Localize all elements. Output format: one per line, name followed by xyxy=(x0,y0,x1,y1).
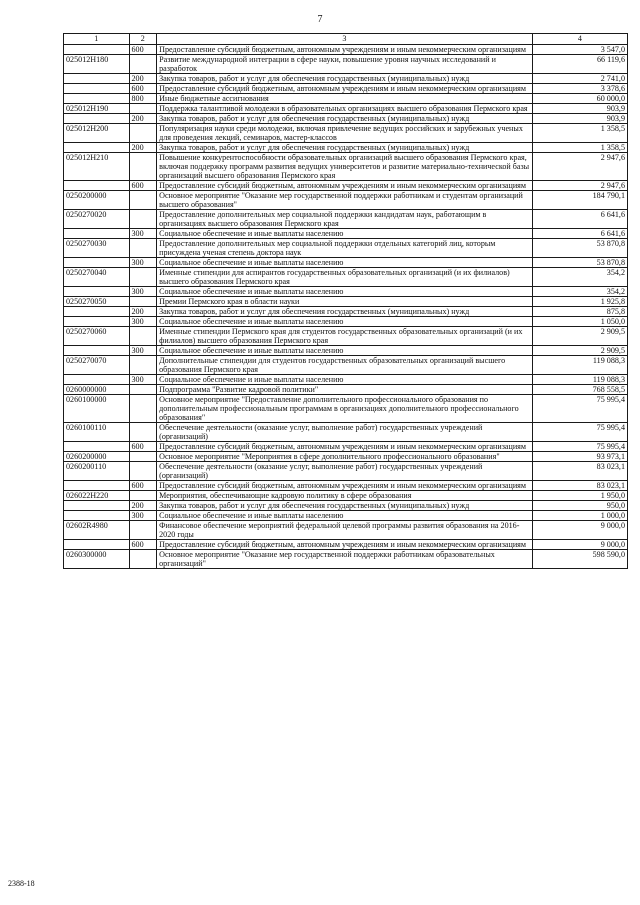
row-expense-type-cell xyxy=(129,153,157,181)
row-code-cell: 026022Н220 xyxy=(64,491,130,501)
row-amount-cell: 598 590,0 xyxy=(532,550,627,569)
table-row xyxy=(64,346,628,356)
row-amount-cell: 184 790,1 xyxy=(532,191,627,210)
table-row xyxy=(64,74,628,84)
table-row xyxy=(64,385,628,395)
table-row xyxy=(64,114,628,124)
table-row xyxy=(64,317,628,327)
row-expense-type-cell xyxy=(129,268,157,287)
row-code-cell: 02602R4980 xyxy=(64,521,130,540)
row-code-cell: 0260200000 xyxy=(64,452,130,462)
row-code-cell: 0250200000 xyxy=(64,191,130,210)
row-description-cell: Предоставление субсидий бюджетным, автономным учреждениям и иным некоммерческим организациям xyxy=(157,84,533,94)
row-code-cell: 025012Н180 xyxy=(64,55,130,74)
row-amount-cell: 53 870,8 xyxy=(532,258,627,268)
row-code-cell xyxy=(64,74,130,84)
row-expense-type-cell xyxy=(129,385,157,395)
row-description-cell: Предоставление субсидий бюджетным, автономным учреждениям и иным некоммерческим организациям xyxy=(157,45,533,55)
row-code-cell xyxy=(64,229,130,239)
table-row xyxy=(64,442,628,452)
header-col-2: 2 xyxy=(129,34,157,45)
row-expense-type-cell xyxy=(129,327,157,346)
row-code-cell: 0260200110 xyxy=(64,462,130,481)
row-code-cell xyxy=(64,540,130,550)
row-description-cell: Повышение конкурентоспособности образовательных организаций высшего образования Пермского края, включая поддержку программ развития ведущих университетов и развитие материально-технической базы организаций высшего образования Пермского края xyxy=(157,153,533,181)
row-expense-type-cell xyxy=(129,452,157,462)
document-code: 2388-18 xyxy=(8,879,35,888)
row-code-cell: 025012Н190 xyxy=(64,104,130,114)
row-expense-type-cell: 600 xyxy=(129,45,157,55)
row-code-cell: 0250270070 xyxy=(64,356,130,375)
row-code-cell: 0250270060 xyxy=(64,327,130,346)
table-row xyxy=(64,375,628,385)
header-col-3: 3 xyxy=(157,34,533,45)
row-code-cell xyxy=(64,501,130,511)
row-amount-cell: 75 995,4 xyxy=(532,395,627,423)
row-amount-cell: 1 950,0 xyxy=(532,491,627,501)
table-row xyxy=(64,124,628,143)
row-amount-cell: 3 547,0 xyxy=(532,45,627,55)
row-description-cell: Предоставление субсидий бюджетным, автономным учреждениям и иным некоммерческим организациям xyxy=(157,481,533,491)
row-description-cell: Премии Пермского края в области науки xyxy=(157,297,533,307)
row-description-cell: Социальное обеспечение и иные выплаты населению xyxy=(157,375,533,385)
row-description-cell: Закупка товаров, работ и услуг для обеспечения государственных (муниципальных) нужд xyxy=(157,143,533,153)
row-code-cell: 0250270040 xyxy=(64,268,130,287)
row-expense-type-cell: 300 xyxy=(129,258,157,268)
row-amount-cell: 9 000,0 xyxy=(532,540,627,550)
row-description-cell: Финансовое обеспечение мероприятий федеральной целевой программы развития образования на 2016-2020 годы xyxy=(157,521,533,540)
row-amount-cell: 1 358,5 xyxy=(532,143,627,153)
row-code-cell: 025012Н210 xyxy=(64,153,130,181)
table-row xyxy=(64,356,628,375)
row-description-cell: Мероприятия, обеспечивающие кадровую политику в сфере образования xyxy=(157,491,533,501)
table-row xyxy=(64,258,628,268)
page-number: 7 xyxy=(317,14,323,25)
table-row xyxy=(64,540,628,550)
header-col-1: 1 xyxy=(64,34,130,45)
row-amount-cell: 1 000,0 xyxy=(532,511,627,521)
row-code-cell: 0250270020 xyxy=(64,210,130,229)
row-description-cell: Основное мероприятие "Предоставление дополнительного профессионального образования по дополнительным профессиональным программам в организациях дополнительного профессионального образования" xyxy=(157,395,533,423)
row-expense-type-cell: 200 xyxy=(129,143,157,153)
row-code-cell: 0260000000 xyxy=(64,385,130,395)
row-expense-type-cell: 600 xyxy=(129,181,157,191)
row-amount-cell: 53 870,8 xyxy=(532,239,627,258)
table-row xyxy=(64,327,628,346)
row-description-cell: Иные бюджетные ассигнования xyxy=(157,94,533,104)
row-amount-cell: 1 925,8 xyxy=(532,297,627,307)
row-amount-cell: 354,2 xyxy=(532,268,627,287)
row-expense-type-cell xyxy=(129,462,157,481)
row-amount-cell: 75 995,4 xyxy=(532,423,627,442)
table-row xyxy=(64,45,628,55)
row-description-cell: Основное мероприятие "Мероприятия в сфере дополнительного профессионального образования" xyxy=(157,452,533,462)
row-amount-cell: 6 641,6 xyxy=(532,210,627,229)
row-code-cell xyxy=(64,307,130,317)
row-description-cell: Закупка товаров, работ и услуг для обеспечения государственных (муниципальных) нужд xyxy=(157,74,533,84)
row-code-cell xyxy=(64,346,130,356)
row-expense-type-cell: 200 xyxy=(129,114,157,124)
row-code-cell xyxy=(64,258,130,268)
row-expense-type-cell: 300 xyxy=(129,229,157,239)
row-expense-type-cell xyxy=(129,550,157,569)
row-description-cell: Дополнительные стипендии для студентов государственных образовательных организаций высшего образования Пермского края xyxy=(157,356,533,375)
row-amount-cell: 83 023,1 xyxy=(532,481,627,491)
row-code-cell xyxy=(64,181,130,191)
row-description-cell: Предоставление субсидий бюджетным, автономным учреждениям и иным некоммерческим организациям xyxy=(157,181,533,191)
row-code-cell xyxy=(64,143,130,153)
row-expense-type-cell: 300 xyxy=(129,511,157,521)
row-description-cell: Обеспечение деятельности (оказание услуг, выполнение работ) государственных учреждений (организаций) xyxy=(157,462,533,481)
row-amount-cell: 2 909,5 xyxy=(532,346,627,356)
table-row xyxy=(64,395,628,423)
row-expense-type-cell: 600 xyxy=(129,84,157,94)
row-description-cell: Социальное обеспечение и иные выплаты населению xyxy=(157,511,533,521)
row-code-cell: 0250270050 xyxy=(64,297,130,307)
table-row xyxy=(64,501,628,511)
row-amount-cell: 75 995,4 xyxy=(532,442,627,452)
row-amount-cell: 768 558,5 xyxy=(532,385,627,395)
row-amount-cell: 93 973,1 xyxy=(532,452,627,462)
table-row xyxy=(64,104,628,114)
table-row xyxy=(64,94,628,104)
row-code-cell: 0260100000 xyxy=(64,395,130,423)
table-row xyxy=(64,491,628,501)
budget-table xyxy=(63,33,628,569)
row-description-cell: Закупка товаров, работ и услуг для обеспечения государственных (муниципальных) нужд xyxy=(157,501,533,511)
row-description-cell: Обеспечение деятельности (оказание услуг, выполнение работ) государственных учреждений (организаций) xyxy=(157,423,533,442)
row-description-cell: Развитие международной интеграции в сфере науки, повышение уровня научных исследований и разработок xyxy=(157,55,533,74)
row-description-cell: Именные стипендии для аспирантов государственных образовательных организаций (и их филиалов) высшего образования Пермского края xyxy=(157,268,533,287)
row-code-cell xyxy=(64,511,130,521)
table-row xyxy=(64,239,628,258)
table-row xyxy=(64,511,628,521)
row-expense-type-cell xyxy=(129,395,157,423)
row-expense-type-cell xyxy=(129,521,157,540)
row-amount-cell: 119 088,3 xyxy=(532,356,627,375)
row-description-cell: Основное мероприятие "Оказание мер государственной поддержки работникам и студентам организаций высшего образования" xyxy=(157,191,533,210)
row-code-cell xyxy=(64,84,130,94)
row-amount-cell: 2 741,0 xyxy=(532,74,627,84)
row-code-cell: 025012Н200 xyxy=(64,124,130,143)
table-row xyxy=(64,550,628,569)
row-expense-type-cell xyxy=(129,297,157,307)
table-row xyxy=(64,84,628,94)
table-row xyxy=(64,481,628,491)
row-amount-cell: 950,0 xyxy=(532,501,627,511)
row-expense-type-cell: 600 xyxy=(129,540,157,550)
row-code-cell xyxy=(64,442,130,452)
row-expense-type-cell xyxy=(129,104,157,114)
row-amount-cell: 2 947,6 xyxy=(532,181,627,191)
row-amount-cell: 66 119,6 xyxy=(532,55,627,74)
row-description-cell: Именные стипендии Пермского края для студентов государственных образовательных организаций (и их филиалов) высшего образования Пермского края xyxy=(157,327,533,346)
row-amount-cell: 83 023,1 xyxy=(532,462,627,481)
row-description-cell: Предоставление субсидий бюджетным, автономным учреждениям и иным некоммерческим организациям xyxy=(157,442,533,452)
row-code-cell xyxy=(64,114,130,124)
row-code-cell: 0260100110 xyxy=(64,423,130,442)
row-amount-cell: 903,9 xyxy=(532,114,627,124)
row-expense-type-cell: 800 xyxy=(129,94,157,104)
table-row xyxy=(64,521,628,540)
row-amount-cell: 6 641,6 xyxy=(532,229,627,239)
row-expense-type-cell: 200 xyxy=(129,501,157,511)
row-description-cell: Социальное обеспечение и иные выплаты населению xyxy=(157,317,533,327)
row-code-cell xyxy=(64,287,130,297)
row-code-cell xyxy=(64,317,130,327)
row-code-cell xyxy=(64,481,130,491)
row-description-cell: Предоставление дополнительных мер социальной поддержки кандидатам наук, работающим в организациях высшего образования Пермского края xyxy=(157,210,533,229)
row-amount-cell: 354,2 xyxy=(532,287,627,297)
row-code-cell: 0250270030 xyxy=(64,239,130,258)
table-row xyxy=(64,268,628,287)
row-expense-type-cell: 300 xyxy=(129,375,157,385)
budget-table-body xyxy=(64,34,628,569)
row-expense-type-cell xyxy=(129,210,157,229)
row-code-cell xyxy=(64,45,130,55)
table-row xyxy=(64,55,628,74)
row-description-cell: Предоставление дополнительных мер социальной поддержки отдельных категорий лиц, которым присуждена ученая степень доктора наук xyxy=(157,239,533,258)
row-code-cell: 0260300000 xyxy=(64,550,130,569)
row-amount-cell: 119 088,3 xyxy=(532,375,627,385)
row-expense-type-cell: 300 xyxy=(129,287,157,297)
row-expense-type-cell xyxy=(129,356,157,375)
row-amount-cell: 1 050,0 xyxy=(532,317,627,327)
row-expense-type-cell: 600 xyxy=(129,442,157,452)
row-description-cell: Предоставление субсидий бюджетным, автономным учреждениям и иным некоммерческим организациям xyxy=(157,540,533,550)
table-row xyxy=(64,143,628,153)
table-row xyxy=(64,153,628,181)
row-expense-type-cell xyxy=(129,423,157,442)
row-expense-type-cell xyxy=(129,124,157,143)
table-row xyxy=(64,210,628,229)
table-row xyxy=(64,181,628,191)
table-row xyxy=(64,297,628,307)
row-amount-cell: 875,8 xyxy=(532,307,627,317)
table-row xyxy=(64,307,628,317)
row-description-cell: Поддержка талантливой молодежи в образовательных организациях высшего образования Пермского края xyxy=(157,104,533,114)
table-header-row xyxy=(64,34,628,45)
row-amount-cell: 60 000,0 xyxy=(532,94,627,104)
row-amount-cell: 903,9 xyxy=(532,104,627,114)
table-row xyxy=(64,462,628,481)
row-description-cell: Подпрограмма "Развитие кадровой политики" xyxy=(157,385,533,395)
table-row xyxy=(64,452,628,462)
row-expense-type-cell xyxy=(129,191,157,210)
row-expense-type-cell: 300 xyxy=(129,317,157,327)
table-row xyxy=(64,191,628,210)
row-expense-type-cell xyxy=(129,55,157,74)
row-description-cell: Социальное обеспечение и иные выплаты населению xyxy=(157,346,533,356)
row-description-cell: Основное мероприятие "Оказание мер государственной поддержки работникам образовательных организаций" xyxy=(157,550,533,569)
row-description-cell: Социальное обеспечение и иные выплаты населению xyxy=(157,287,533,297)
row-amount-cell: 2 947,6 xyxy=(532,153,627,181)
row-amount-cell: 3 378,6 xyxy=(532,84,627,94)
row-code-cell xyxy=(64,375,130,385)
table-row xyxy=(64,229,628,239)
row-description-cell: Социальное обеспечение и иные выплаты населению xyxy=(157,229,533,239)
row-amount-cell: 1 358,5 xyxy=(532,124,627,143)
row-description-cell: Закупка товаров, работ и услуг для обеспечения государственных (муниципальных) нужд xyxy=(157,307,533,317)
row-amount-cell: 9 000,0 xyxy=(532,521,627,540)
row-expense-type-cell xyxy=(129,491,157,501)
row-expense-type-cell: 600 xyxy=(129,481,157,491)
table-row xyxy=(64,287,628,297)
row-expense-type-cell: 300 xyxy=(129,346,157,356)
header-col-4: 4 xyxy=(532,34,627,45)
row-description-cell: Социальное обеспечение и иные выплаты населению xyxy=(157,258,533,268)
row-expense-type-cell xyxy=(129,239,157,258)
row-code-cell xyxy=(64,94,130,104)
row-description-cell: Популяризация науки среди молодежи, включая привлечение ведущих российских и зарубежных ученых для проведения лекций, семинаров, мастер-классов xyxy=(157,124,533,143)
row-description-cell: Закупка товаров, работ и услуг для обеспечения государственных (муниципальных) нужд xyxy=(157,114,533,124)
table-row xyxy=(64,423,628,442)
row-expense-type-cell: 200 xyxy=(129,74,157,84)
row-amount-cell: 2 909,5 xyxy=(532,327,627,346)
row-expense-type-cell: 200 xyxy=(129,307,157,317)
